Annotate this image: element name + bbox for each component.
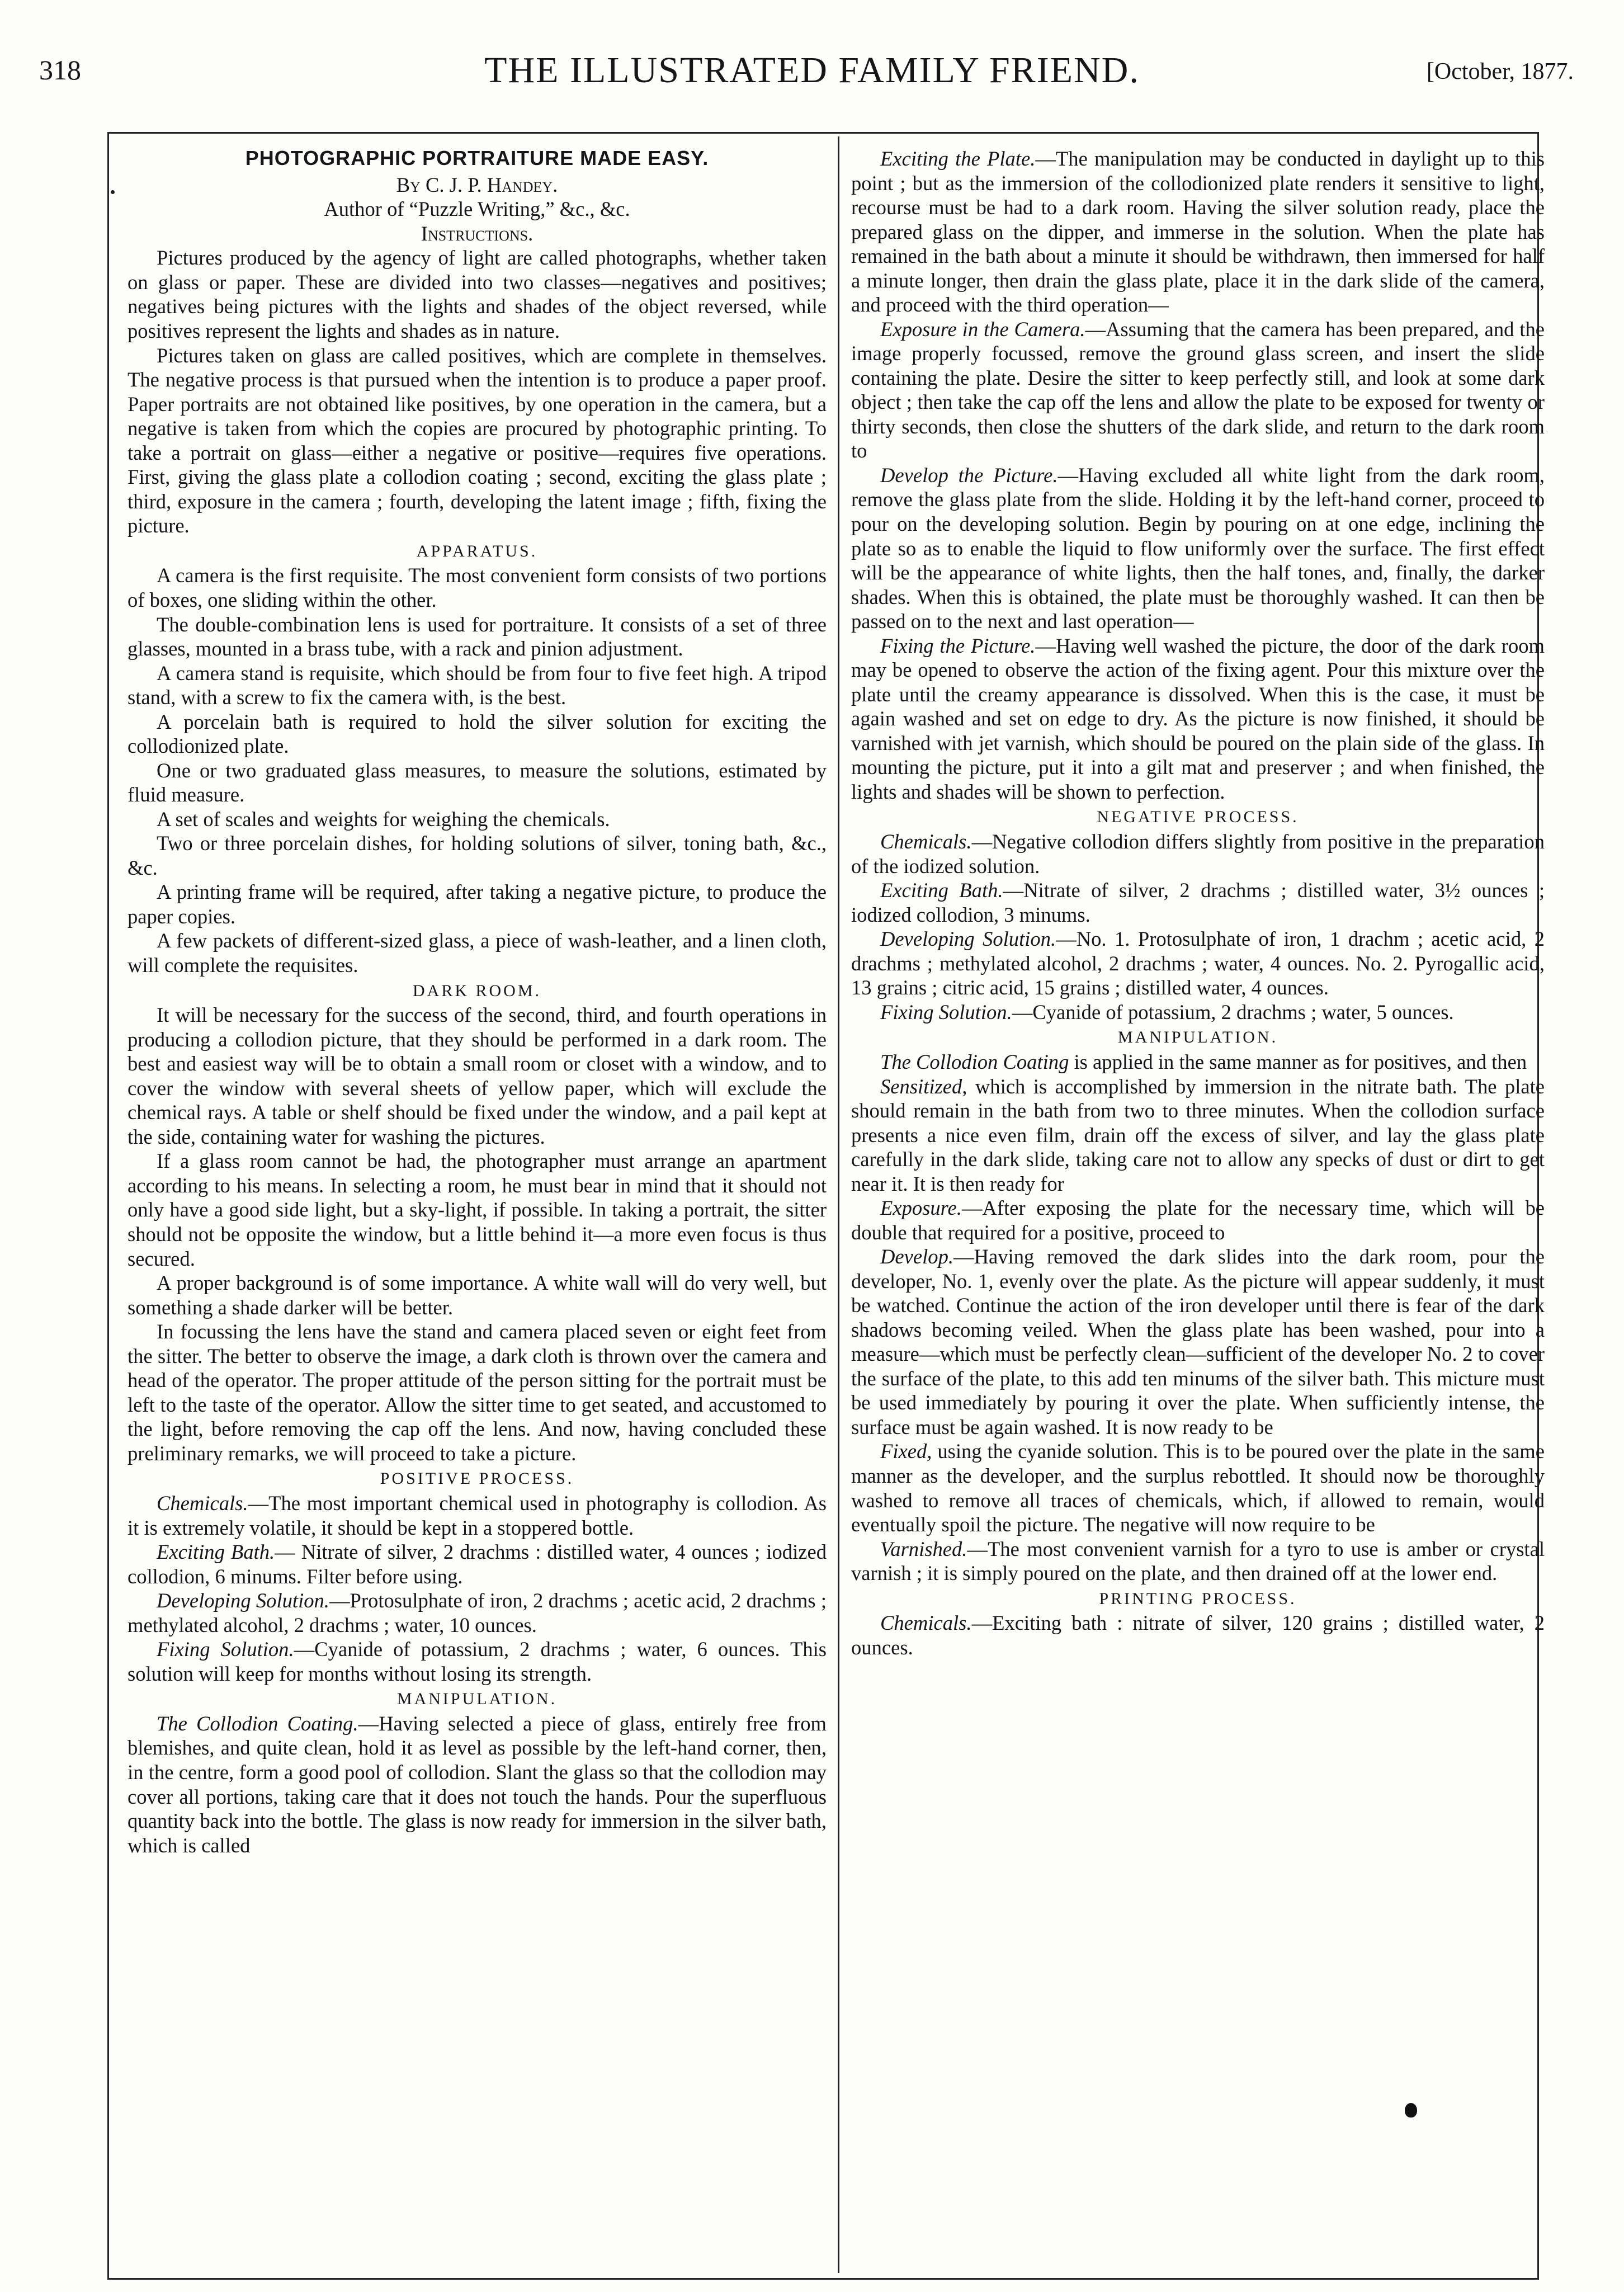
- run-in-text: —Having well washed the picture, the door of the dark room may be opened to observe the action of the fixing agent. Pour this mixture over the plate until the creamy appearance is dissolved. When this is the case, it must be again washed and set on edge to dry. As the picture is now finished, it should be varnished with jet varnish, which should be poured on the plain side of the glass. In mounting the picture, put it into a gilt mat and preserver ; and when finished, the lights and shades will be shown to perfection.: [851, 634, 1545, 803]
- run-in-term: The Collodion Coating.: [157, 1711, 358, 1735]
- run-in-term: Exciting Bath.: [880, 879, 1003, 902]
- section-heading-manipulation-negative: MANIPULATION.: [1117, 1028, 1278, 1047]
- left-column: [128, 147, 827, 1857]
- article-byline: By C. J. P. Handey.: [396, 173, 558, 196]
- run-in-text: —Cyanide of potassium, 2 drachms ; water, 5 ounces.: [1012, 1000, 1454, 1024]
- paragraph: Two or three porcelain dishes, for holding solutions of silver, toning bath, &c., &c.: [128, 832, 827, 879]
- run-in-paragraph: [128, 1711, 827, 1857]
- run-in-paragraph: [851, 1000, 1545, 1025]
- paragraph: A porcelain bath is required to hold the silver solution for exciting the collodionized plate.: [128, 710, 827, 758]
- subhead-instructions: Instructions.: [421, 221, 534, 245]
- paragraph: It will be necessary for the success of the second, third, and fourth operations in producing a collodion picture, that they should be performed in a dark room. The best and easiest way will be to obtain a small room or closet with a window, and to cover the window with several sheets of yellow paper, which will exclude the chemical rays. A table or shelf should be fixed under the window, and a pail kept at the side, containing water for washing the pictures.: [128, 1003, 827, 1148]
- run-in-term: Chemicals.: [880, 1611, 972, 1635]
- run-in-text: using the cyanide solution. This is to be poured over the plate in the same manner as the developer, and the surplus rebottled. It should now be thoroughly washed to remove all traces of chemicals, which, if allowed to remain, would eventually spoil the picture. The negative will now require to be: [851, 1440, 1545, 1536]
- run-in-text: —Nitrate of silver, 2 drachms ; distilled water, 3½ ounces ; iodized collodion, 3 minums.: [851, 879, 1545, 926]
- section-heading-positive-process: POSITIVE PROCESS.: [380, 1469, 574, 1488]
- run-in-text: —Protosulphate of iron, 2 drachms ; acetic acid, 2 drachms ; methylated alcohol, 2 drachms ; water, 10 ounces.: [128, 1589, 827, 1637]
- run-in-text: — Nitrate of silver, 2 drachms : distilled water, 4 ounces ; iodized collodion, 6 minums. Filter before using.: [128, 1540, 827, 1588]
- run-in-text: —The most convenient varnish for a tyro to use is amber or crystal varnish ; it is simply poured on the plate, and then drained off at the lower end.: [851, 1537, 1545, 1585]
- run-in-paragraph: [851, 1196, 1545, 1244]
- run-in-paragraph: [851, 1074, 1545, 1196]
- run-in-term: Chemicals.: [157, 1491, 248, 1515]
- run-in-text: —Having removed the dark slides into the dark room, pour the developer, No. 1, evenly over the plate. As the picture will appear suddenly, it must be watched. Continue the action of the iron developer until there is fear of the dark shadows becoming veiled. When the glass plate has been washed, pour into a measure—which must be perfectly clean—sufficient of the developer No. 2 to cover the surface of the plate, to this add ten minums of the silver bath. This micture must be used immediately by pouring it over the plate. When sufficiently intense, the surface must be again washed. It is now ready to be: [851, 1245, 1545, 1439]
- article-credit: Author of “Puzzle Writing,” &c., &c.: [324, 197, 630, 221]
- paragraph: A camera stand is requisite, which should be from four to five feet high. A tripod stand, with a screw to fix the camera with, is the best.: [128, 661, 827, 709]
- run-in-paragraph: [128, 1491, 827, 1540]
- stray-mark: [111, 190, 115, 194]
- run-in-paragraph: [851, 1050, 1545, 1074]
- run-in-paragraph: [128, 1588, 827, 1637]
- issue-date: [October, 1877.: [1426, 59, 1574, 84]
- run-in-paragraph: [128, 1540, 827, 1588]
- run-in-text: —The manipulation may be conducted in daylight up to this point ; but as the immersion of the collodionized plate renders it sensitive to light, recourse must be had to a dark room. Having the silver solution ready, place the prepared glass on the dipper, and immerse in the solution. When the plate has remained in the bath about a minute it should be withdrawn, then immersed for half a minute longer, then drain the glass plate, place it in the dark slide of the camera, and proceed with the third operation—: [851, 147, 1545, 317]
- run-in-term: The Collodion Coating: [880, 1050, 1069, 1073]
- run-in-text: —Cyanide of potassium, 2 drachms ; water, 6 ounces. This solution will keep for months without losing its strength.: [128, 1638, 827, 1685]
- run-in-term: Sensitized,: [880, 1074, 967, 1098]
- run-in-text: —The most important chemical used in photography is collodion. As it is extremely volatile, it should be kept in a stoppered bottle.: [128, 1491, 827, 1539]
- run-in-term: Fixing Solution.: [880, 1000, 1012, 1024]
- article-title: PHOTOGRAPHIC PORTRAITURE MADE EASY.: [245, 147, 709, 169]
- ink-blot-mark: [1405, 2103, 1417, 2117]
- paragraph: A proper background is of some importance. A white wall will do very well, but something a shade darker will be better.: [128, 1271, 827, 1319]
- run-in-paragraph: [851, 1439, 1545, 1536]
- run-in-text: —Negative collodion differs slightly from positive in the preparation of the iodized solution.: [851, 830, 1545, 878]
- page-number: 318: [39, 54, 81, 86]
- paragraph: A few packets of different-sized glass, a piece of wash-leather, and a linen cloth, will complete the requisites.: [128, 929, 827, 977]
- right-column: [851, 147, 1545, 1659]
- run-in-paragraph: [851, 147, 1545, 317]
- section-heading-dark-room: DARK ROOM.: [412, 981, 542, 1000]
- run-in-paragraph: [851, 829, 1545, 878]
- paragraph: In focussing the lens have the stand and camera placed seven or eight feet from the sitter. The better to observe the image, a dark cloth is thrown over the camera and head of the operator. The proper attitude of the person sitting for the portrait must be left to the taste of the operator. Allow the sitter time to get seated, and accustomed to the light, before removing the cap off the lens. And now, having concluded these preliminary remarks, we will proceed to take a picture.: [128, 1320, 827, 1465]
- paragraph: A printing frame will be required, after taking a negative picture, to produce the paper copies.: [128, 880, 827, 928]
- paragraph: If a glass room cannot be had, the photographer must arrange an apartment according to his means. In selecting a room, he must bear in mind that it should not only have a good side light, but a sky-light, if possible. In taking a portrait, the sitter should not be opposite the window, but a little behind it—a more even focus is thus secured.: [128, 1149, 827, 1270]
- run-in-text: —After exposing the plate for the necessary time, which will be double that required for a positive, proceed to: [851, 1196, 1545, 1244]
- run-in-term: Developing Solution.: [880, 927, 1056, 951]
- column-divider: [838, 136, 839, 2273]
- run-in-term: Varnished.: [880, 1537, 967, 1560]
- run-in-term: Exposure.: [880, 1196, 962, 1220]
- paragraph: The double-combination lens is used for portraiture. It consists of a set of three glasses, mounted in a brass tube, with a rack and pinion adjustment.: [128, 612, 827, 661]
- run-in-paragraph: [851, 463, 1545, 634]
- run-in-term: Fixing the Picture.: [880, 634, 1036, 657]
- run-in-term: Fixed,: [880, 1440, 932, 1463]
- run-in-term: Fixing Solution.: [157, 1638, 294, 1661]
- section-heading-printing-process: PRINTING PROCESS.: [1099, 1589, 1297, 1608]
- section-heading-manipulation: MANIPULATION.: [396, 1690, 558, 1709]
- section-heading-apparatus: APPARATUS.: [416, 541, 538, 560]
- run-in-text: —No. 1. Protosulphate of iron, 1 drachm ; acetic acid, 2 drachms ; methylated alcohol, 2 drachms ; water, 4 ounces. No. 2. Pyrogallic acid, 13 grains ; citric acid, 15 grains ; distilled water, 4 ounces.: [851, 927, 1545, 999]
- run-in-paragraph: [851, 1244, 1545, 1439]
- run-in-term: Chemicals.: [880, 830, 972, 853]
- run-in-paragraph: [851, 878, 1545, 927]
- running-title: THE ILLUSTRATED FAMILY FRIEND.: [484, 50, 1140, 91]
- run-in-term: Exciting the Plate.: [880, 147, 1036, 170]
- paragraph: Pictures produced by the agency of light are called photographs, whether taken on glass or paper. These are divided into two classes—negatives and positives; negatives being pictures with the lights and shades of the object reversed, while positives represent the lights and shades as in nature.: [128, 246, 827, 343]
- paragraph: One or two graduated glass measures, to measure the solutions, estimated by fluid measure.: [128, 758, 827, 807]
- run-in-paragraph: [851, 1611, 1545, 1659]
- run-in-term: Develop.: [880, 1245, 954, 1268]
- run-in-term: Exciting Bath.: [157, 1540, 275, 1564]
- run-in-term: Exposure in the Camera.: [880, 317, 1085, 341]
- paragraph: A set of scales and weights for weighing the chemicals.: [157, 807, 610, 831]
- run-in-text: —Having excluded all white light from the dark room, remove the glass plate from the slide. Holding it by the left-hand corner, proceed to pour on the developing solution. Begin by pouring on at one edge, inclining the plate so as to enable the liquid to flow uniformly over the surface. The first effect will be the appearance of white lights, then the half tones, and, finally, the darker shades. When this is obtained, the plate must be thoroughly washed. It can then be passed on to the next and last operation—: [851, 463, 1545, 633]
- run-in-text: —Exciting bath : nitrate of silver, 120 grains ; distilled water, 2 ounces.: [851, 1611, 1545, 1659]
- run-in-text: —Having selected a piece of glass, entirely free from blemishes, and quite clean, hold it as level as possible by the left-hand corner, then, in the centre, form a good pool of collodion. Slant the glass so that the collodion may cover all portions, taking care that it does not touch the hands. Pour the superfluous quantity back into the bottle. The glass is now ready for immersion in the silver bath, which is called: [128, 1711, 827, 1857]
- paragraph: Pictures taken on glass are called positives, which are complete in themselves. The negative process is that pursued when the intention is to produce a paper proof. Paper portraits are not obtained like positives, by one operation in the camera, but a negative is taken from which the copies are procured by photographic printing. To take a portrait on glass—either a negative or positive—requires five operations. First, giving the glass plate a collodion coating ; second, exciting the glass plate ; third, exposure in the camera ; fourth, developing the latent image ; fifth, fixing the picture.: [128, 343, 827, 537]
- run-in-text: is applied in the same manner as for positives, and then: [1069, 1050, 1527, 1073]
- run-in-paragraph: [851, 1537, 1545, 1586]
- run-in-term: Develop the Picture.: [880, 463, 1058, 487]
- paragraph: A camera is the first requisite. The most convenient form consists of two portions of boxes, one sliding within the other.: [128, 564, 827, 612]
- run-in-text: —Assuming that the camera has been prepared, and the image properly focussed, remove the ground glass screen, and insert the slide containing the plate. Desire the sitter to keep perfectly still, and look at some dark object ; then take the cap off the lens and allow the plate to be exposed for twenty or thirty seconds, then close the shutters of the dark slide, and return to the dark room to: [851, 317, 1545, 463]
- run-in-term: Developing Solution.: [157, 1589, 329, 1612]
- run-in-paragraph: [128, 1637, 827, 1686]
- run-in-paragraph: [851, 317, 1545, 463]
- section-heading-negative-process: NEGATIVE PROCESS.: [1097, 808, 1299, 827]
- run-in-text: which is accomplished by immersion in the nitrate bath. The plate should remain in the bath from two to three minutes. When the collodion surface presents a nice even film, drain off the excess of silver, and lay the glass plate carefully in the dark slide, taking care not to allow any specks of dust or dirt to get near it. It is then ready for: [851, 1074, 1545, 1195]
- run-in-paragraph: [851, 634, 1545, 804]
- run-in-paragraph: [851, 927, 1545, 1000]
